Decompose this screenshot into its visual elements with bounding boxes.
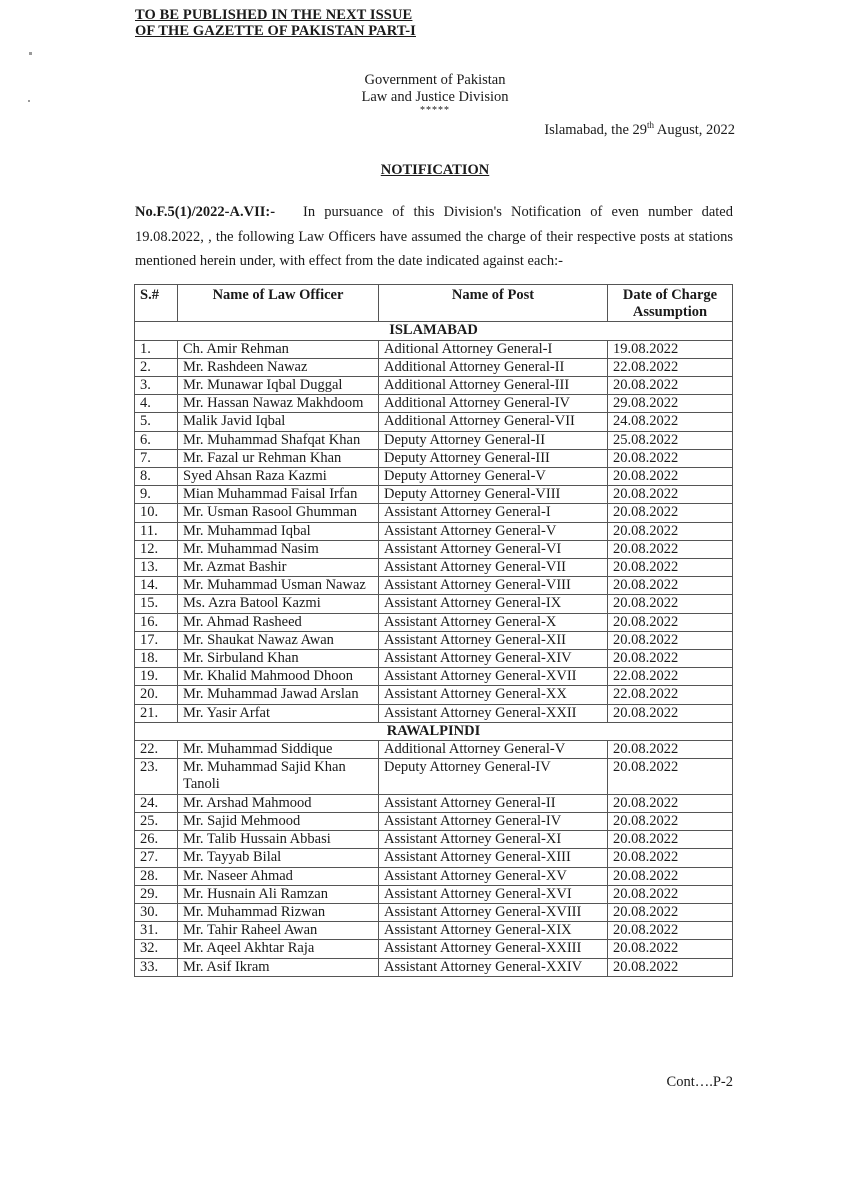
- officer-name-cell: Mr. Muhammad Jawad Arslan: [178, 686, 379, 704]
- charge-date-cell: 20.08.2022: [608, 613, 733, 631]
- officer-name-cell: Mr. Rashdeen Nawaz: [178, 358, 379, 376]
- post-name-cell: Assistant Attorney General-XXIV: [379, 958, 608, 976]
- issuing-authority: [300, 72, 570, 116]
- post-name-cell: Assistant Attorney General-XVII: [379, 668, 608, 686]
- charge-date-cell: 20.08.2022: [608, 940, 733, 958]
- post-name-cell: Additional Attorney General-II: [379, 358, 608, 376]
- officer-name-cell: Mr. Muhammad Sajid Khan Tanoli: [178, 759, 379, 794]
- post-name-cell: Assistant Attorney General-I: [379, 504, 608, 522]
- serial-number-cell: 7.: [135, 449, 178, 467]
- table-row: [135, 377, 733, 395]
- table-row: [135, 940, 733, 958]
- scan-speck: [28, 100, 30, 102]
- publication-notice-line-2: OF THE GAZETTE OF PAKISTAN PART-I: [135, 23, 416, 39]
- charge-date-cell: 20.08.2022: [608, 595, 733, 613]
- charge-date-cell: 20.08.2022: [608, 377, 733, 395]
- officer-name-cell: Mr. Ahmad Rasheed: [178, 613, 379, 631]
- charge-date-cell: 22.08.2022: [608, 668, 733, 686]
- serial-number-cell: 20.: [135, 686, 178, 704]
- place-date-suffix: August, 2022: [654, 121, 735, 138]
- post-name-cell: Deputy Attorney General-VIII: [379, 486, 608, 504]
- post-name-cell: Assistant Attorney General-XIX: [379, 922, 608, 940]
- charge-date-cell: 20.08.2022: [608, 759, 733, 794]
- table-row: [135, 668, 733, 686]
- charge-date-cell: 20.08.2022: [608, 577, 733, 595]
- officer-name-cell: Mian Muhammad Faisal Irfan: [178, 486, 379, 504]
- charge-date-cell: 20.08.2022: [608, 704, 733, 722]
- table-row: [135, 958, 733, 976]
- table-row: [135, 650, 733, 668]
- charge-date-cell: 20.08.2022: [608, 867, 733, 885]
- officer-name-cell: Mr. Talib Hussain Abbasi: [178, 831, 379, 849]
- serial-number-cell: 1.: [135, 340, 178, 358]
- officer-name-cell: Mr. Husnain Ali Ramzan: [178, 885, 379, 903]
- table-row: [135, 413, 733, 431]
- post-name-cell: Additional Attorney General-V: [379, 741, 608, 759]
- serial-number-cell: 12.: [135, 540, 178, 558]
- charge-date-cell: 20.08.2022: [608, 885, 733, 903]
- post-name-cell: Assistant Attorney General-XXII: [379, 704, 608, 722]
- serial-number-cell: 18.: [135, 650, 178, 668]
- table-row: [135, 849, 733, 867]
- post-name-cell: Deputy Attorney General-II: [379, 431, 608, 449]
- government-name: Government of Pakistan: [364, 72, 506, 88]
- post-name-cell: Deputy Attorney General-IV: [379, 759, 608, 794]
- scan-speck: [29, 52, 32, 55]
- station-name: RAWALPINDI: [135, 722, 733, 740]
- serial-number-cell: 33.: [135, 958, 178, 976]
- serial-number-cell: 17.: [135, 631, 178, 649]
- post-name-cell: Additional Attorney General-VII: [379, 413, 608, 431]
- table-row: [135, 522, 733, 540]
- serial-number-cell: 10.: [135, 504, 178, 522]
- officer-name-cell: Mr. Muhammad Shafqat Khan: [178, 431, 379, 449]
- post-name-cell: Assistant Attorney General-XIV: [379, 650, 608, 668]
- officer-name-cell: Mr. Hassan Nawaz Makhdoom: [178, 395, 379, 413]
- charge-date-cell: 22.08.2022: [608, 358, 733, 376]
- station-section-row: [135, 322, 733, 340]
- charge-date-cell: 20.08.2022: [608, 449, 733, 467]
- serial-number-cell: 19.: [135, 668, 178, 686]
- charge-date-cell: 20.08.2022: [608, 559, 733, 577]
- charge-date-cell: 20.08.2022: [608, 504, 733, 522]
- table-row: [135, 559, 733, 577]
- division-name: Law and Justice Division: [361, 89, 509, 105]
- serial-number-cell: 3.: [135, 377, 178, 395]
- notification-reference: No.F.5(1)/2022-A.VII:-: [135, 204, 276, 220]
- serial-number-cell: 14.: [135, 577, 178, 595]
- serial-number-cell: 6.: [135, 431, 178, 449]
- table-row: [135, 794, 733, 812]
- charge-date-cell: 19.08.2022: [608, 340, 733, 358]
- officer-name-cell: Mr. Sajid Mehmood: [178, 812, 379, 830]
- officer-name-cell: Mr. Shaukat Nawaz Awan: [178, 631, 379, 649]
- place-date-prefix: Islamabad, the 29: [544, 121, 648, 138]
- post-name-cell: Assistant Attorney General-VI: [379, 540, 608, 558]
- table-row: [135, 577, 733, 595]
- separator-stars: *****: [420, 105, 450, 116]
- officer-name-cell: Mr. Arshad Mahmood: [178, 794, 379, 812]
- charge-date-cell: 20.08.2022: [608, 922, 733, 940]
- law-officers-table: [134, 284, 733, 977]
- officer-name-cell: Mr. Muhammad Rizwan: [178, 903, 379, 921]
- post-name-cell: Assistant Attorney General-V: [379, 522, 608, 540]
- officer-name-cell: Mr. Tayyab Bilal: [178, 849, 379, 867]
- officer-name-cell: Mr. Muhammad Nasim: [178, 540, 379, 558]
- officer-name-cell: Mr. Aqeel Akhtar Raja: [178, 940, 379, 958]
- document-title: NOTIFICATION: [380, 162, 490, 178]
- officer-name-cell: Mr. Munawar Iqbal Duggal: [178, 377, 379, 395]
- charge-date-cell: 20.08.2022: [608, 486, 733, 504]
- charge-date-cell: 20.08.2022: [608, 468, 733, 486]
- post-name-cell: Assistant Attorney General-XIII: [379, 849, 608, 867]
- header-charge-date: Date of Charge Assumption: [608, 285, 733, 322]
- table-row: [135, 613, 733, 631]
- post-name-cell: Assistant Attorney General-XXIII: [379, 940, 608, 958]
- table-row: [135, 759, 733, 794]
- header-officer-name: Name of Law Officer: [178, 285, 379, 322]
- charge-date-cell: 20.08.2022: [608, 831, 733, 849]
- table-row: [135, 631, 733, 649]
- table-row: [135, 449, 733, 467]
- notification-text: In pursuance of this Division's Notification of even number dated 19.08.2022, , the following Law Officers have assumed the charge of their respective posts at stations mentioned herein under, with effect from the date indicated against each:-: [135, 204, 733, 269]
- serial-number-cell: 24.: [135, 794, 178, 812]
- table-row: [135, 867, 733, 885]
- officer-name-cell: Mr. Khalid Mahmood Dhoon: [178, 668, 379, 686]
- post-name-cell: Assistant Attorney General-X: [379, 613, 608, 631]
- table-row: [135, 340, 733, 358]
- serial-number-cell: 30.: [135, 903, 178, 921]
- serial-number-cell: 22.: [135, 741, 178, 759]
- post-name-cell: Assistant Attorney General-XVIII: [379, 903, 608, 921]
- post-name-cell: Additional Attorney General-IV: [379, 395, 608, 413]
- table-row: [135, 686, 733, 704]
- charge-date-cell: 20.08.2022: [608, 650, 733, 668]
- table-row: [135, 595, 733, 613]
- charge-date-cell: 20.08.2022: [608, 741, 733, 759]
- table-body: [135, 322, 733, 976]
- station-name: ISLAMABAD: [135, 322, 733, 340]
- publication-notice-line-1: TO BE PUBLISHED IN THE NEXT ISSUE: [135, 7, 413, 23]
- serial-number-cell: 32.: [135, 940, 178, 958]
- place-and-date: [544, 120, 735, 139]
- post-name-cell: Assistant Attorney General-XVI: [379, 885, 608, 903]
- officer-name-cell: Mr. Muhammad Siddique: [178, 741, 379, 759]
- notification-body: [135, 200, 733, 274]
- charge-date-cell: 20.08.2022: [608, 794, 733, 812]
- serial-number-cell: 16.: [135, 613, 178, 631]
- officer-name-cell: Mr. Muhammad Usman Nawaz: [178, 577, 379, 595]
- serial-number-cell: 27.: [135, 849, 178, 867]
- charge-date-cell: 20.08.2022: [608, 540, 733, 558]
- publication-notice: [135, 7, 416, 39]
- charge-date-cell: 25.08.2022: [608, 431, 733, 449]
- serial-number-cell: 21.: [135, 704, 178, 722]
- officer-name-cell: Ms. Azra Batool Kazmi: [178, 595, 379, 613]
- table-row: [135, 885, 733, 903]
- header-post-name: Name of Post: [379, 285, 608, 322]
- charge-date-cell: 20.08.2022: [608, 903, 733, 921]
- serial-number-cell: 9.: [135, 486, 178, 504]
- serial-number-cell: 23.: [135, 759, 178, 794]
- charge-date-cell: 20.08.2022: [608, 958, 733, 976]
- post-name-cell: Assistant Attorney General-XV: [379, 867, 608, 885]
- officer-name-cell: Ch. Amir Rehman: [178, 340, 379, 358]
- officer-name-cell: Mr. Azmat Bashir: [178, 559, 379, 577]
- table-row: [135, 468, 733, 486]
- officer-name-cell: Mr. Sirbuland Khan: [178, 650, 379, 668]
- charge-date-cell: 29.08.2022: [608, 395, 733, 413]
- charge-date-cell: 20.08.2022: [608, 849, 733, 867]
- officer-name-cell: Syed Ahsan Raza Kazmi: [178, 468, 379, 486]
- serial-number-cell: 25.: [135, 812, 178, 830]
- serial-number-cell: 26.: [135, 831, 178, 849]
- place-date-ordinal: th: [647, 120, 655, 130]
- officer-name-cell: Mr. Tahir Raheel Awan: [178, 922, 379, 940]
- table-row: [135, 903, 733, 921]
- charge-date-cell: 20.08.2022: [608, 812, 733, 830]
- charge-date-cell: 20.08.2022: [608, 631, 733, 649]
- station-section-row: [135, 722, 733, 740]
- officer-name-cell: Mr. Usman Rasool Ghumman: [178, 504, 379, 522]
- table-row: [135, 395, 733, 413]
- charge-date-cell: 22.08.2022: [608, 686, 733, 704]
- serial-number-cell: 8.: [135, 468, 178, 486]
- officer-name-cell: Mr. Asif Ikram: [178, 958, 379, 976]
- post-name-cell: Aditional Attorney General-I: [379, 340, 608, 358]
- charge-date-cell: 24.08.2022: [608, 413, 733, 431]
- post-name-cell: Assistant Attorney General-XII: [379, 631, 608, 649]
- table-header-row: [135, 285, 733, 322]
- table-row: [135, 431, 733, 449]
- officer-name-cell: Mr. Fazal ur Rehman Khan: [178, 449, 379, 467]
- serial-number-cell: 2.: [135, 358, 178, 376]
- header-serial-number: S.#: [135, 285, 178, 322]
- charge-date-cell: 20.08.2022: [608, 522, 733, 540]
- table-row: [135, 358, 733, 376]
- officer-name-cell: Mr. Yasir Arfat: [178, 704, 379, 722]
- post-name-cell: Assistant Attorney General-IV: [379, 812, 608, 830]
- serial-number-cell: 28.: [135, 867, 178, 885]
- post-name-cell: Deputy Attorney General-V: [379, 468, 608, 486]
- table-row: [135, 922, 733, 940]
- table-row: [135, 741, 733, 759]
- officer-name-cell: Mr. Muhammad Iqbal: [178, 522, 379, 540]
- serial-number-cell: 5.: [135, 413, 178, 431]
- post-name-cell: Assistant Attorney General-XX: [379, 686, 608, 704]
- post-name-cell: Deputy Attorney General-III: [379, 449, 608, 467]
- table-row: [135, 812, 733, 830]
- post-name-cell: Assistant Attorney General-IX: [379, 595, 608, 613]
- table-row: [135, 486, 733, 504]
- serial-number-cell: 11.: [135, 522, 178, 540]
- table-row: [135, 831, 733, 849]
- serial-number-cell: 31.: [135, 922, 178, 940]
- serial-number-cell: 15.: [135, 595, 178, 613]
- serial-number-cell: 4.: [135, 395, 178, 413]
- officer-name-cell: Malik Javid Iqbal: [178, 413, 379, 431]
- officer-name-cell: Mr. Naseer Ahmad: [178, 867, 379, 885]
- table-row: [135, 504, 733, 522]
- serial-number-cell: 13.: [135, 559, 178, 577]
- post-name-cell: Assistant Attorney General-XI: [379, 831, 608, 849]
- post-name-cell: Assistant Attorney General-II: [379, 794, 608, 812]
- table-row: [135, 704, 733, 722]
- post-name-cell: Additional Attorney General-III: [379, 377, 608, 395]
- serial-number-cell: 29.: [135, 885, 178, 903]
- table-row: [135, 540, 733, 558]
- post-name-cell: Assistant Attorney General-VII: [379, 559, 608, 577]
- continuation-note: Cont….P-2: [666, 1074, 733, 1090]
- post-name-cell: Assistant Attorney General-VIII: [379, 577, 608, 595]
